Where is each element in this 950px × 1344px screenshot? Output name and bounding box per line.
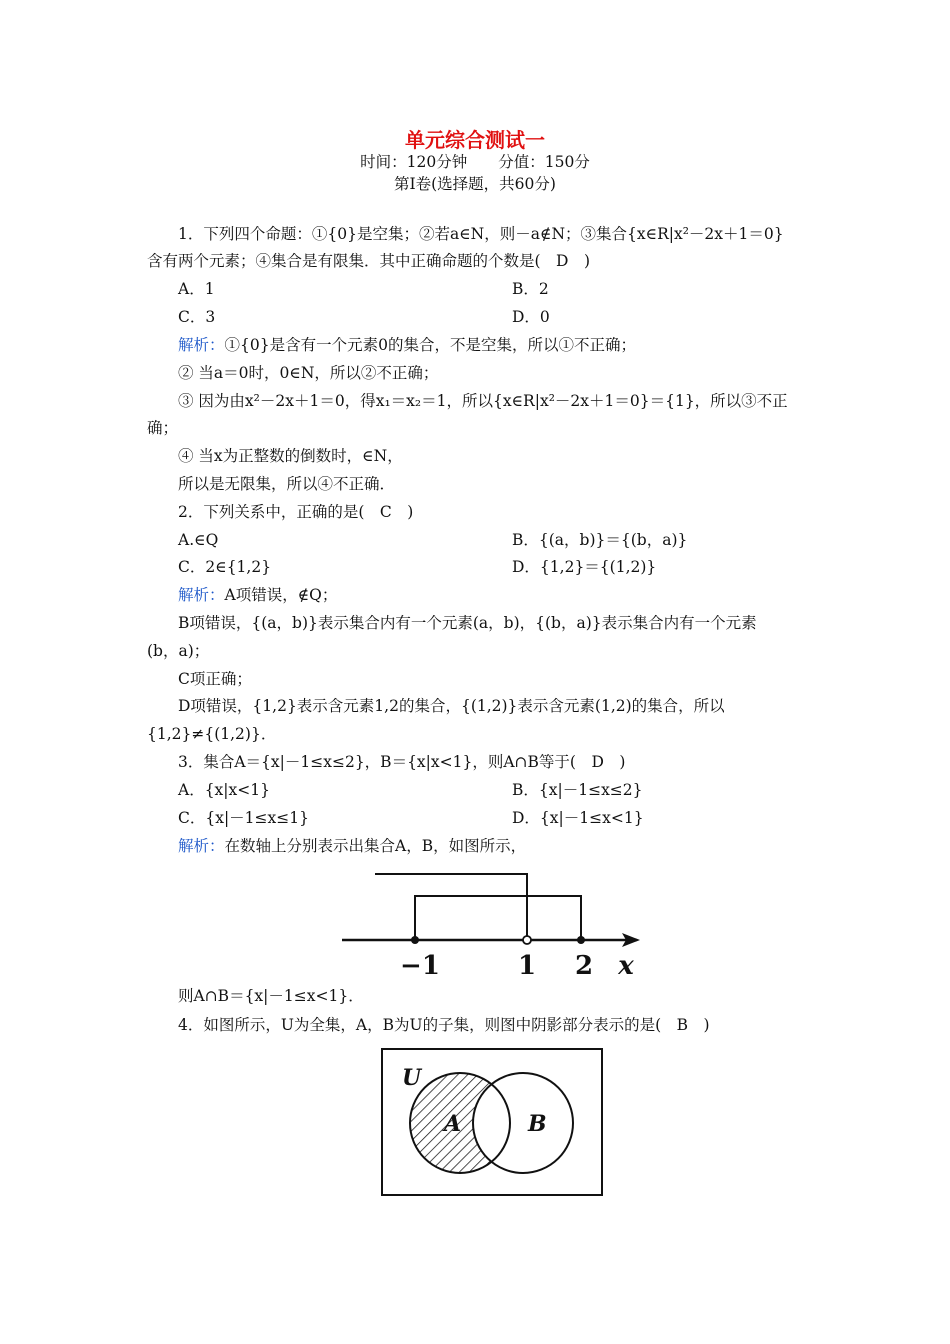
venn-label-b: B	[528, 1111, 547, 1137]
jiexi-label: 解析：	[178, 586, 225, 604]
q3-option-d: D．{x|－1≤x<1}	[512, 809, 644, 827]
q2-solution-line-4: C项正确；	[178, 670, 252, 688]
q3-option-c: C．{x|－1≤x≤1}	[178, 809, 309, 827]
q2-option-a: A.∈Q	[178, 531, 219, 549]
q3-solution-line-1: 解析：在数轴上分别表示出集合A，B，如图所示，	[178, 837, 527, 855]
q2-solution-line-3: (b，a)；	[147, 642, 210, 660]
q3-solution-line-2: 则A∩B＝{x|－1≤x<1}．	[178, 987, 364, 1005]
q1-option-b: B．2	[512, 280, 549, 298]
section-heading: 第Ⅰ卷(选择题，共60分)	[394, 175, 556, 193]
q1-stem-line-1: 1．下列四个命题：①{0}是空集；②若a∈N，则－a∉N；③集合{x∈R|x²－2x＋1＝0}	[178, 225, 784, 243]
q1-solution-line-1: 解析：①{0}是含有一个元素0的集合，不是空集，所以①不正确；	[178, 336, 636, 354]
point-one-open	[523, 936, 531, 944]
time-score-line: 时间：120分钟 分值：150分	[360, 153, 590, 171]
point-two	[577, 936, 585, 944]
q1-solution-line-2: ② 当a＝0时，0∈N，所以②不正确；	[178, 364, 439, 382]
jiexi-label: 解析：	[178, 837, 225, 855]
q1-solution-line-3: ③ 因为由x²－2x＋1＝0，得x₁＝x₂＝1，所以{x∈R|x²－2x＋1＝0}＝{1}，所以③不正	[178, 392, 788, 410]
venn-label-a: A	[444, 1111, 462, 1137]
number-line-figure	[330, 862, 650, 982]
q2-solution-line-1: 解析：A项错误，∉Q；	[178, 586, 338, 604]
q2-solution-line-2: B项错误，{(a，b)}表示集合内有一个元素(a，b)，{(b，a)}表示集合内有一个元素	[178, 614, 757, 632]
q1-solution-line-6: 所以是无限集，所以④不正确．	[178, 475, 396, 493]
venn-label-u: U	[402, 1065, 422, 1091]
q2-stem: 2．下列关系中，正确的是( C )	[178, 503, 414, 521]
tick-label-two: 2	[574, 951, 594, 981]
page-title: 单元综合测试一	[405, 128, 545, 152]
q2-option-b: B．{(a，b)}＝{(b，a)}	[512, 531, 688, 549]
q1-solution-line-5: ④ 当x为正整数的倒数时，∈N，	[178, 447, 403, 465]
set-a-bracket	[375, 874, 527, 940]
venn-diagram	[378, 1045, 606, 1200]
point-minus-one	[411, 936, 419, 944]
q3-option-a: A．{x|x<1}	[178, 781, 270, 799]
q1-option-c: C．3	[178, 308, 216, 326]
q1-option-a: A．1	[178, 280, 215, 298]
set-b-bracket	[415, 896, 581, 940]
q2-solution-line-6: {1,2}≠{(1,2)}．	[147, 725, 277, 743]
q3-option-b: B．{x|－1≤x≤2}	[512, 781, 643, 799]
tick-label-one: 1	[517, 951, 537, 981]
q2-solution-line-5: D项错误，{1,2}表示含元素1,2的集合，{(1,2)}表示含元素(1,2)的集合，所以	[178, 697, 725, 715]
q4-stem: 4．如图所示，U为全集，A，B为U的子集，则图中阴影部分表示的是( B )	[178, 1016, 710, 1034]
q2-option-c: C．2∈{1,2}	[178, 558, 272, 576]
q1-option-d: D．0	[512, 308, 550, 326]
q1-solution-line-4: 确；	[147, 419, 179, 437]
q3-stem: 3．集合A＝{x|－1≤x≤2}，B＝{x|x<1}，则A∩B等于( D )	[178, 753, 626, 771]
axis-label-x: x	[618, 951, 634, 981]
q1-stem-line-2: 含有两个元素；④集合是有限集．其中正确命题的个数是( D )	[147, 252, 591, 270]
tick-label-minus-one: −1	[400, 951, 440, 981]
q2-option-d: D．{1,2}＝{(1,2)}	[512, 558, 657, 576]
jiexi-label: 解析：	[178, 336, 225, 354]
